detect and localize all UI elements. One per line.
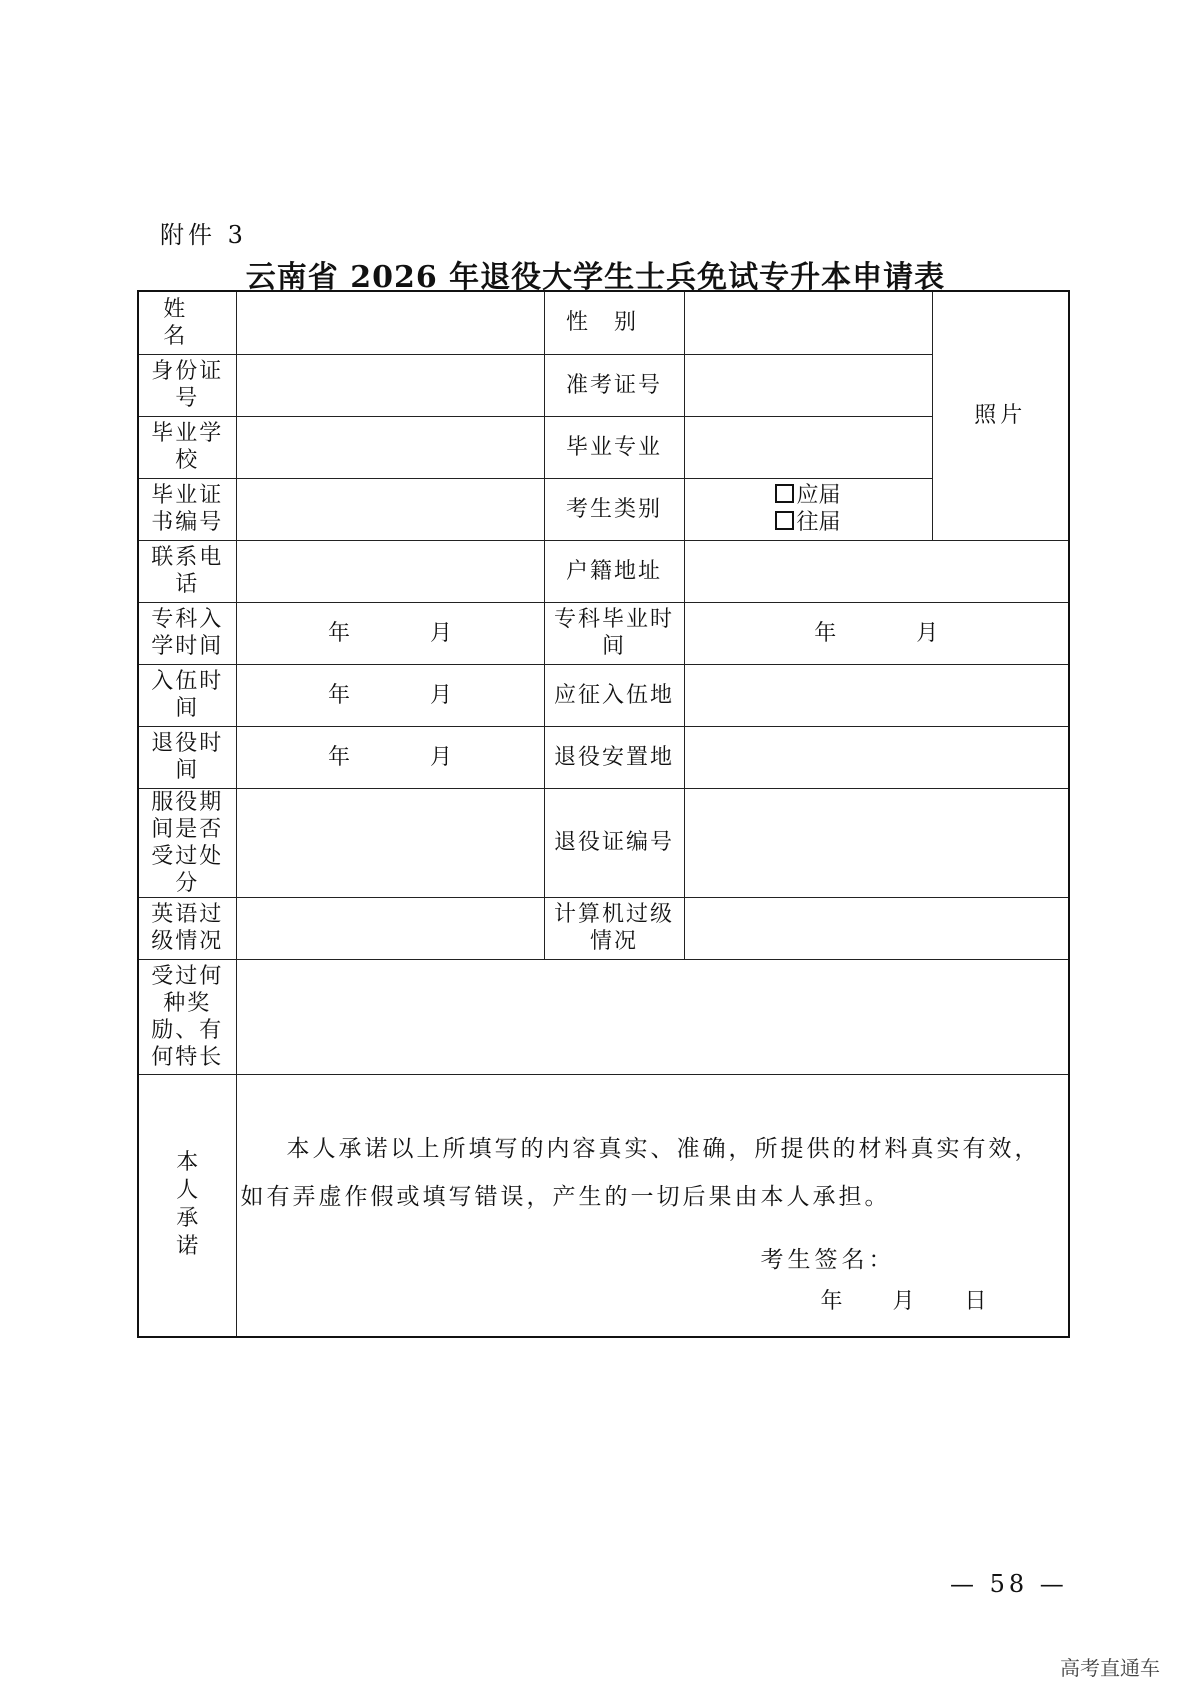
- discharge-certificate-label: 退役证编号: [544, 788, 684, 897]
- college-entry-date-cell[interactable]: 年 月: [236, 602, 544, 664]
- pledge-label-cell: [138, 1074, 236, 1337]
- photo-area[interactable]: 照片: [932, 291, 1069, 540]
- residence-label: 户籍地址: [544, 540, 684, 602]
- gender-input-cell[interactable]: [684, 291, 932, 354]
- candidate-category-label: 考生类别: [544, 478, 684, 540]
- enlist-time-label: 入伍时间: [138, 664, 236, 726]
- phone-input-cell[interactable]: [236, 540, 544, 602]
- checkbox-icon[interactable]: [775, 511, 794, 530]
- exam-number-label: 准考证号: [544, 354, 684, 416]
- watermark: 高考直通车: [1060, 1656, 1160, 1680]
- punishment-input-cell[interactable]: [236, 788, 544, 897]
- school-label: 毕业学校: [138, 416, 236, 478]
- discharge-date-cell[interactable]: 年 月: [236, 726, 544, 788]
- awards-input-cell[interactable]: [236, 959, 1069, 1074]
- major-label: 毕业专业: [544, 416, 684, 478]
- major-input-cell[interactable]: [684, 416, 932, 478]
- id-number-input-cell[interactable]: [236, 354, 544, 416]
- residence-input-cell[interactable]: [684, 540, 1069, 602]
- phone-label: 联系电话: [138, 540, 236, 602]
- checkbox-icon[interactable]: [775, 484, 794, 503]
- application-form-table: [137, 290, 1070, 1338]
- attachment-label: 附件 3: [160, 221, 247, 249]
- certificate-number-input-cell[interactable]: [236, 478, 544, 540]
- name-label: 姓名: [138, 291, 236, 354]
- college-entry-label: 专科入学时间: [138, 602, 236, 664]
- page-number: — 58 —: [950, 1570, 1068, 1598]
- exam-number-input-cell[interactable]: [684, 354, 932, 416]
- pledge-label: 本人承诺: [176, 1150, 199, 1260]
- enlist-place-label: 应征入伍地: [544, 664, 684, 726]
- discharge-certificate-input-cell[interactable]: [684, 788, 1069, 897]
- discharge-place-label: 退役安置地: [544, 726, 684, 788]
- english-level-input-cell[interactable]: [236, 897, 544, 959]
- certificate-number-label: 毕业证书编号: [138, 478, 236, 540]
- pledge-text: 本人承诺以上所填写的内容真实、准确，所提供的材料真实有效，如有弄虚作假或填写错误，产生的一切后果由本人承担。: [240, 1135, 1041, 1210]
- discharge-time-label: 退役时间: [138, 726, 236, 788]
- option-current-graduate[interactable]: 应届: [775, 482, 840, 509]
- option-previous-graduate[interactable]: 往届: [775, 509, 840, 536]
- discharge-place-input-cell[interactable]: [684, 726, 1069, 788]
- name-input-cell[interactable]: [236, 291, 544, 354]
- signature-date[interactable]: 年 月 日: [820, 1288, 987, 1314]
- computer-level-label: 计算机过级情况: [544, 897, 684, 959]
- college-graduation-date-cell[interactable]: 年 月: [684, 602, 1069, 664]
- school-input-cell[interactable]: [236, 416, 544, 478]
- punishment-label: 服役期间是否受过处分: [138, 788, 236, 897]
- candidate-category-options: [684, 478, 932, 540]
- form-title: 云南省 2026 年退役大学生士兵免试专升本申请表: [245, 260, 946, 295]
- pledge-cell: [236, 1074, 1069, 1337]
- awards-label: 受过何种奖励、有何特长: [138, 959, 236, 1074]
- college-graduation-label: 专科毕业时间: [544, 602, 684, 664]
- enlist-place-input-cell[interactable]: [684, 664, 1069, 726]
- gender-label: 性别: [544, 291, 684, 354]
- english-level-label: 英语过级情况: [138, 897, 236, 959]
- id-number-label: 身份证号: [138, 354, 236, 416]
- enlist-date-cell[interactable]: 年 月: [236, 664, 544, 726]
- computer-level-input-cell[interactable]: [684, 897, 1069, 959]
- signature-label[interactable]: 考生签名：: [760, 1246, 896, 1273]
